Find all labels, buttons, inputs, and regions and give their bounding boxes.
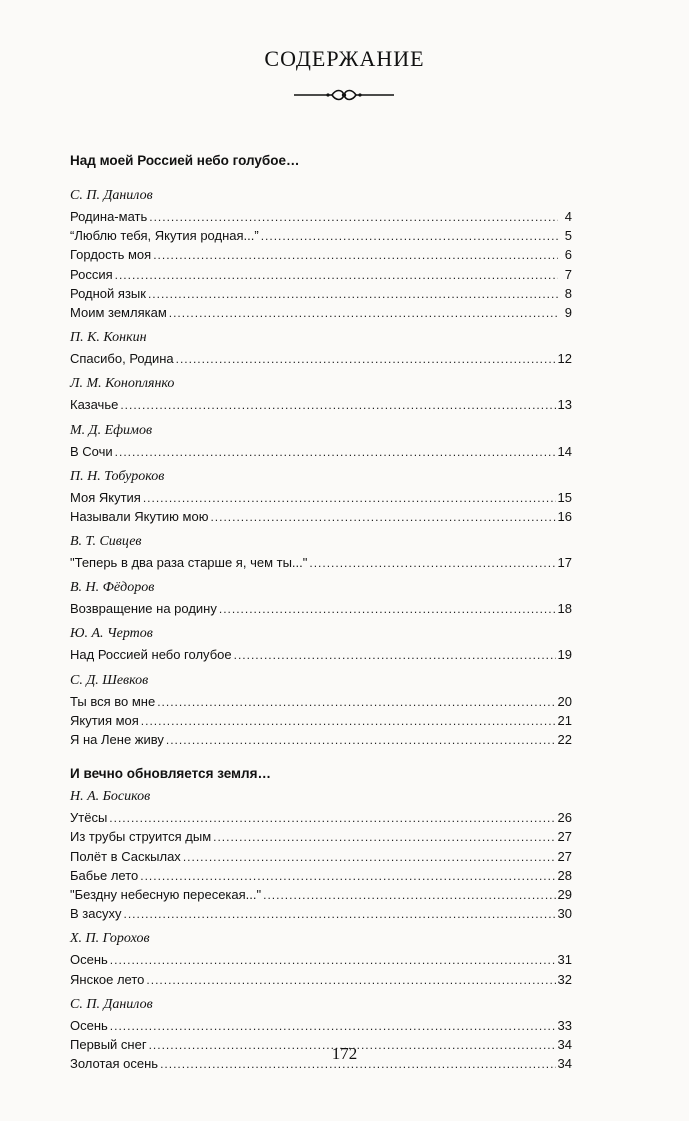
entry-title: Бабье лето <box>70 867 139 883</box>
entry-title: В засуху <box>70 906 122 922</box>
entry-title: Утёсы <box>70 810 108 826</box>
dot-leader <box>110 1017 556 1036</box>
entry-page-number: 17 <box>557 555 572 571</box>
toc-entry <box>70 808 572 827</box>
author-name: Ю. А. Чертов <box>70 626 153 642</box>
dot-leader <box>309 554 555 573</box>
entry-page-number: 8 <box>564 285 572 301</box>
entry-page-number: 18 <box>557 601 572 617</box>
entry-title: Гордость моя <box>70 247 152 263</box>
entry-title: Родина-мать <box>70 209 148 224</box>
dot-leader <box>183 848 556 867</box>
toc-entry <box>70 692 572 711</box>
author-name: С. П. Данилов <box>70 188 153 203</box>
author-name: Н. А. Босиков <box>70 789 151 805</box>
dot-leader <box>110 951 556 970</box>
entry-page-number: 19 <box>557 647 572 663</box>
entry-page-number: 31 <box>557 952 572 968</box>
entry-page-number: 16 <box>557 508 572 524</box>
page-title: СОДЕРЖАНИЕ <box>264 46 425 71</box>
dot-leader <box>148 285 558 304</box>
toc-entry <box>70 1016 572 1035</box>
entry-title: Золотая осень <box>70 1056 159 1072</box>
ornament-divider <box>292 86 396 104</box>
entry-title: Я на Лене живу <box>70 732 164 747</box>
page-number: 172 <box>331 1044 358 1063</box>
author-group <box>70 788 572 923</box>
toc-entry <box>70 866 572 885</box>
entry-title: “Люблю тебя, Якутия родная...” <box>70 228 259 244</box>
toc-entry <box>70 207 572 226</box>
dot-leader <box>141 712 556 731</box>
toc-entry <box>70 950 572 969</box>
section-heading: Над моей Россией небо голубое… <box>70 153 300 168</box>
author-group <box>70 930 572 988</box>
author-group <box>70 672 572 750</box>
toc-entry <box>70 847 572 866</box>
dot-leader <box>149 208 558 227</box>
table-of-contents <box>70 152 572 1080</box>
author-name: В. Н. Фёдоров <box>70 580 155 596</box>
entry-title: Осень <box>70 952 108 968</box>
toc-entry <box>70 442 572 461</box>
entry-title: Казачье <box>70 397 119 413</box>
entry-page-number: 14 <box>557 443 572 459</box>
entry-page-number: 34 <box>557 1056 572 1072</box>
entry-page-number: 7 <box>564 266 572 282</box>
dot-leader <box>263 886 555 905</box>
dot-leader <box>234 646 556 665</box>
dot-leader <box>115 266 558 285</box>
entry-title: Моя Якутия <box>70 489 141 505</box>
author-group <box>70 468 572 526</box>
toc-entry <box>70 303 572 322</box>
author-group <box>70 329 572 368</box>
dot-leader <box>109 809 555 828</box>
entry-title: Полёт в Саскылах <box>70 848 181 864</box>
author-group <box>70 187 572 322</box>
entry-page-number: 12 <box>557 351 572 367</box>
entry-page-number: 6 <box>564 247 572 263</box>
toc-entry <box>70 599 572 618</box>
entry-page-number: 27 <box>557 829 572 845</box>
dot-leader <box>157 693 555 712</box>
dot-leader <box>210 508 555 527</box>
toc-entry <box>70 226 572 245</box>
entry-page-number: 30 <box>557 906 572 922</box>
entry-title: Возвращение на родину <box>70 601 217 617</box>
entry-title: Первый снег <box>70 1036 147 1052</box>
entry-title: Моим землякам <box>70 304 167 320</box>
toc-entry <box>70 245 572 264</box>
toc-entry <box>70 885 572 904</box>
entry-page-number: 13 <box>557 397 572 413</box>
toc-entry <box>70 730 572 749</box>
toc-entry <box>70 970 572 989</box>
entry-page-number: 29 <box>557 886 572 902</box>
entry-title: Родной язык <box>70 285 146 301</box>
entry-page-number: 20 <box>557 693 572 709</box>
toc-entry <box>70 827 572 846</box>
author-name: М. Д. Ефимов <box>70 422 153 438</box>
entry-page-number: 33 <box>557 1017 572 1033</box>
entry-title: Осень <box>70 1017 108 1033</box>
dot-leader <box>261 227 558 246</box>
author-group <box>70 625 572 664</box>
author-group <box>70 579 572 618</box>
author-group <box>70 375 572 414</box>
entry-title: Над Россией небо голубое <box>70 647 232 663</box>
toc-entry <box>70 507 572 526</box>
toc-entry <box>70 265 572 284</box>
entry-page-number: 15 <box>557 489 572 505</box>
toc-entry <box>70 553 572 572</box>
entry-title: Ты вся во мне <box>70 693 156 709</box>
author-name: В. Т. Сивцев <box>70 534 142 550</box>
entry-page-number: 4 <box>564 209 572 224</box>
dot-leader <box>166 731 556 750</box>
entry-page-number: 9 <box>564 304 572 320</box>
entry-page-number: 27 <box>557 848 572 864</box>
dot-leader <box>153 246 558 265</box>
toc-entry <box>70 284 572 303</box>
entry-page-number: 5 <box>564 228 572 244</box>
dot-leader <box>115 443 556 462</box>
entry-page-number: 34 <box>557 1036 572 1052</box>
entry-title: Из трубы струится дым <box>70 829 212 845</box>
author-name: П. К. Конкин <box>70 330 147 346</box>
dot-leader <box>120 396 555 415</box>
dot-leader <box>143 489 556 508</box>
toc-entry <box>70 711 572 730</box>
entry-page-number: 32 <box>557 971 572 987</box>
entry-page-number: 26 <box>557 810 572 826</box>
author-name: Х. П. Горохов <box>70 931 150 947</box>
entry-title: Якутия моя <box>70 712 139 728</box>
entry-page-number: 28 <box>557 867 572 883</box>
dot-leader <box>219 600 556 619</box>
entry-title: "Теперь в два раза старше я, чем ты..." <box>70 555 308 571</box>
entry-title: "Бездну небесную пересекая..." <box>70 886 262 902</box>
entry-title: Янское лето <box>70 971 145 987</box>
author-name: Л. М. Коноплянко <box>70 376 175 392</box>
author-name: П. Н. Тобуроков <box>70 468 165 484</box>
author-group <box>70 422 572 461</box>
toc-entry <box>70 395 572 414</box>
entry-title: В Сочи <box>70 443 113 459</box>
entry-title: Спасибо, Родина <box>70 351 174 367</box>
toc-entry <box>70 904 572 923</box>
dot-leader <box>169 304 558 323</box>
section-heading: И вечно обновляется земля… <box>70 766 271 782</box>
dot-leader <box>146 971 555 990</box>
dot-leader <box>213 828 555 847</box>
entry-title: Называли Якутию мою <box>70 508 209 524</box>
author-group <box>70 533 572 572</box>
dot-leader <box>140 867 555 886</box>
dot-leader <box>176 350 556 369</box>
toc-entry <box>70 349 572 368</box>
dot-leader <box>123 905 555 924</box>
author-name: С. Д. Шевков <box>70 672 149 688</box>
author-name: С. П. Данилов <box>70 996 153 1012</box>
entry-page-number: 21 <box>557 712 572 728</box>
toc-entry <box>70 645 572 664</box>
toc-entry <box>70 488 572 507</box>
entry-title: Россия <box>70 266 113 282</box>
entry-page-number: 22 <box>557 732 572 747</box>
